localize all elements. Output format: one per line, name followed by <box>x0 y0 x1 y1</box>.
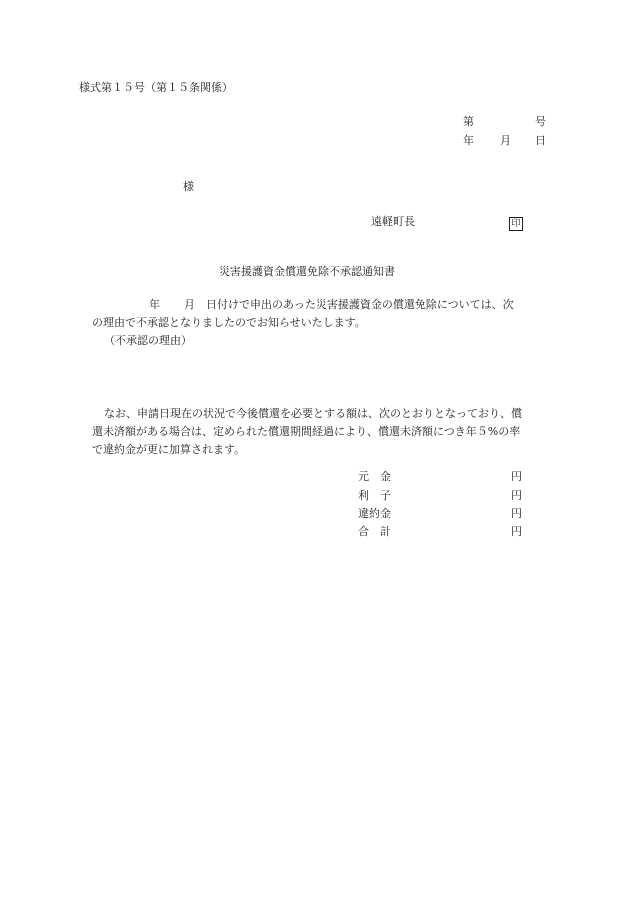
body-line-2: の理由で不承認となりましたのでお知らせいたします。 <box>92 316 366 329</box>
amount-row-interest <box>358 487 522 505</box>
amount-unit: 円 <box>511 507 522 520</box>
sender-title: 遠軽町長 <box>371 215 415 228</box>
amount-unit: 円 <box>511 525 522 538</box>
amount-unit: 円 <box>511 470 522 483</box>
form-number: 様式第１５号（第１５条関係） <box>79 81 233 94</box>
amount-label: 違約金 <box>358 507 391 520</box>
amount-row-principal <box>358 468 522 486</box>
seal-icon: 印 <box>509 217 523 231</box>
addressee-suffix: 様 <box>183 180 194 193</box>
body-date-year: 年 <box>149 298 160 311</box>
date-month: 月 <box>500 134 511 147</box>
body-line-1: 日付けで申出のあった災害援護資金の償還免除については、次 <box>206 298 514 311</box>
amount-row-penalty <box>358 505 522 523</box>
seal-mark <box>509 214 523 232</box>
amount-label: 合 計 <box>358 525 391 538</box>
doc-number-suffix: 号 <box>535 115 546 128</box>
body-date-month: 月 <box>184 298 195 311</box>
amount-unit: 円 <box>511 489 522 502</box>
amount-row-total <box>358 523 522 541</box>
document-title: 災害援護資金償還免除不承認通知書 <box>219 265 395 278</box>
notice-line-1: なお、申請日現在の状況で今後償還を必要とする額は、次のとおりとなっており、償 <box>104 407 522 420</box>
date-day: 日 <box>535 134 546 147</box>
amount-label: 元 金 <box>358 470 391 483</box>
notice-line-2: 還未済額がある場合は、定められた償還期間経過により、償還未済額につき年５%の率 <box>92 425 521 438</box>
notice-line-3: で違約金が更に加算されます。 <box>92 443 246 456</box>
amount-label: 利 子 <box>358 489 391 502</box>
date-year: 年 <box>463 134 474 147</box>
doc-number-prefix: 第 <box>463 115 474 128</box>
reason-label: （不承認の理由） <box>104 334 192 347</box>
